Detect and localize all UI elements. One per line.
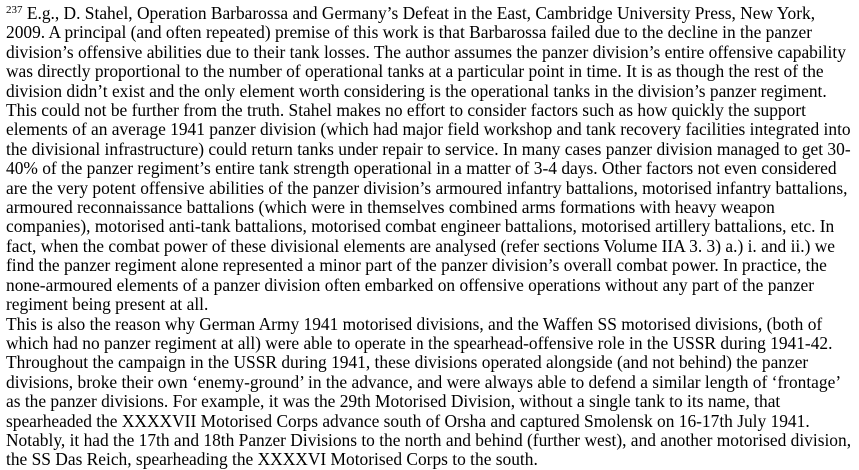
footnote-paragraph-1	[6, 4, 853, 315]
footnote-number: 237	[6, 4, 23, 16]
footnote-237	[6, 4, 853, 470]
footnote-paragraph-2: This is also the reason why German Army 1941 motorised divisions, and the Waffen SS motorised divisions, (both of which had no panzer regiment at all) were able to operate in the spearhead-offensive role in the USSR during 1941-42. Throughout the campaign in the USSR during 1941, these divisions operated alongside (and not behind) the panzer divisions, broke their own ‘enemy-ground’ in the advance, and were always able to defend a similar length of ‘frontage’ as the panzer divisions. For example, it was the 29th Motorised Division, without a single tank to its name, that spearheaded the XXXXVII Motorised Corps advance south of Orsha and captured Smolensk on 16-17th July 1941. Notably, it had the 17th and 18th Panzer Divisions to the north and behind (further west), and another motorised division, the SS Das Reich, spearheading the XXXXVI Motorised Corps to the south.	[6, 313, 852, 470]
footnote-paragraph-1-text: E.g., D. Stahel, Operation Barbarossa and Germany’s Defeat in the East, Cambridge University Press, New York, 2009. A principal (and often repeated) premise of this work is that Barbarossa failed due to the decline in the panzer division’s offensive abilities due to their tank losses. The author assumes the panzer division’s entire offensive capability was directly proportional to the number of operational tanks at a particular point in time. It is as though the rest of the division didn’t exist and the only element worth considering is the operational tanks in the division’s panzer regiment. This could not be further from the truth. Stahel makes no effort to consider factors such as how quickly the support elements of an average 1941 panzer division (which had major field workshop and tank recovery facilities integrated into the divisional infrastructure) could return tanks under repair to service. In many cases panzer division managed to get 30-40% of the panzer regiment’s entire tank strength operational in a matter of 3-4 days. Other factors not even considered are the very potent offensive abilities of the panzer division’s armoured infantry battalions, motorised infantry battalions, armoured reconnaissance battalions (which were in themselves combined arms formations with heavy weapon companies), motorised anti-tank battalions, motorised combat engineer battalions, motorised artillery battalions, etc. In fact, when the combat power of these divisional elements are analysed (refer sections Volume IIA 3. 3) a.) i. and ii.) we find the panzer regiment alone represented a minor part of the panzer division’s overall combat power. In practice, the none-armoured elements of a panzer division often embarked on offensive operations without any part of the panzer regiment being present at all.	[6, 3, 851, 315]
